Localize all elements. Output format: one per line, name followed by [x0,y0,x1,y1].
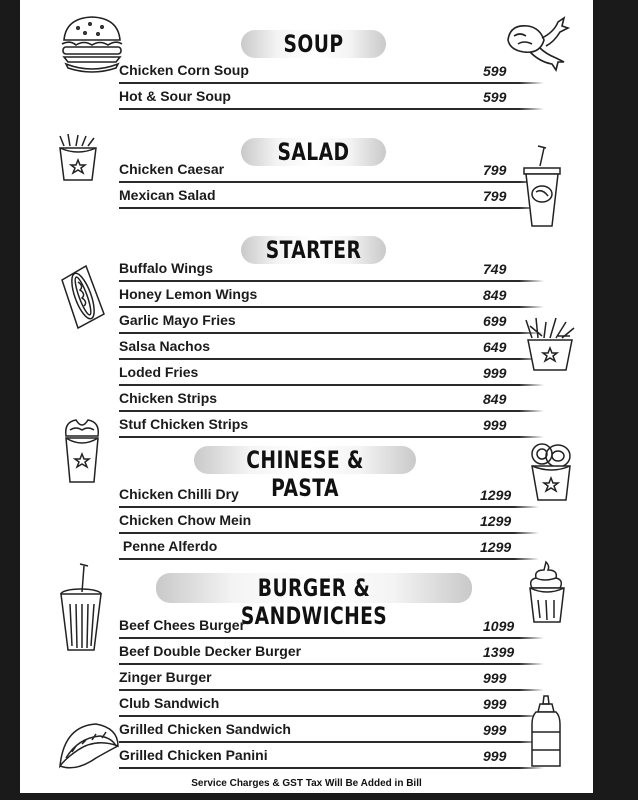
item-price: 599 [483,63,507,79]
item-name: Garlic Mayo Fries [119,312,236,328]
menu-row [20,484,593,508]
item-price: 849 [483,391,507,407]
burger-icon [58,12,126,74]
menu-row [20,536,593,560]
section-title-burger-sandwiches: BURGER & SANDWICHES [240,574,388,630]
menu-row [20,414,593,438]
section-title-salad: SALAD [277,138,350,166]
item-name: Salsa Nachos [119,338,211,354]
item-name: Hot & Sour Soup [119,88,231,104]
item-price: 999 [483,365,507,381]
fries-icon [522,316,578,372]
section-title-chinese-pasta: CHINESE & PASTA [246,446,364,502]
taco-icon [56,718,122,774]
item-name: Penne Alferdo [119,538,218,554]
section-title-starter: STARTER [265,236,362,264]
item-price: 999 [483,696,507,712]
item-name: Chicken Chow Mein [119,512,252,528]
item-name: Zinger Burger [119,669,212,685]
menu-row [20,388,593,412]
chicken-wing-icon [500,10,572,74]
item-price: 1099 [483,618,515,634]
item-price: 749 [483,261,507,277]
item-name: Loded Fries [119,364,199,380]
footer-note: Service Charges & GST Tax Will Be Added in Bill [191,778,422,789]
menu-row [20,159,593,183]
item-price: 849 [483,287,507,303]
item-name: Beef Double Decker Burger [119,643,302,659]
item-name: Club Sandwich [119,695,220,711]
item-name: Beef Chees Burger [119,617,246,633]
item-price: 599 [483,89,507,105]
item-price: 999 [483,748,507,764]
item-price: 999 [483,417,507,433]
item-name: Grilled Chicken Panini [119,747,268,763]
item-price: 999 [483,670,507,686]
item-price: 1299 [480,487,512,503]
menu-page [20,0,593,793]
menu-row [20,510,593,534]
menu-row [20,185,593,209]
menu-row [20,693,593,717]
item-name: Grilled Chicken Sandwich [119,721,291,737]
wrap-icon [60,416,104,486]
sauce-bottle-icon [526,694,566,770]
soda-cup-icon [518,144,566,230]
fries-box-icon [56,132,100,182]
item-price: 1299 [480,513,512,529]
item-price: 699 [483,313,507,329]
menu-row [20,86,593,110]
ice-cream-cup-icon [524,560,570,626]
hot-dog-icon [56,262,108,332]
item-name: Buffalo Wings [119,260,213,276]
menu-row [20,362,593,386]
menu-row [20,667,593,691]
onion-rings-icon [528,440,574,502]
section-title-soup: SOUP [283,30,344,58]
item-name: Chicken Chilli Dry [119,486,239,502]
item-price: 1299 [480,539,512,555]
item-price: 649 [483,339,507,355]
item-name: Mexican Salad [119,187,216,203]
item-name: Chicken Strips [119,390,218,406]
item-price: 799 [483,162,507,178]
drink-cup-icon [56,562,106,656]
item-name: Stuf Chicken Strips [119,416,249,432]
item-price: 799 [483,188,507,204]
item-name: Chicken Corn Soup [119,62,249,78]
menu-row [20,336,593,360]
item-price: 999 [483,722,507,738]
item-name: Chicken Caesar [119,161,225,177]
item-price: 1399 [483,644,515,660]
item-name: Honey Lemon Wings [119,286,258,302]
